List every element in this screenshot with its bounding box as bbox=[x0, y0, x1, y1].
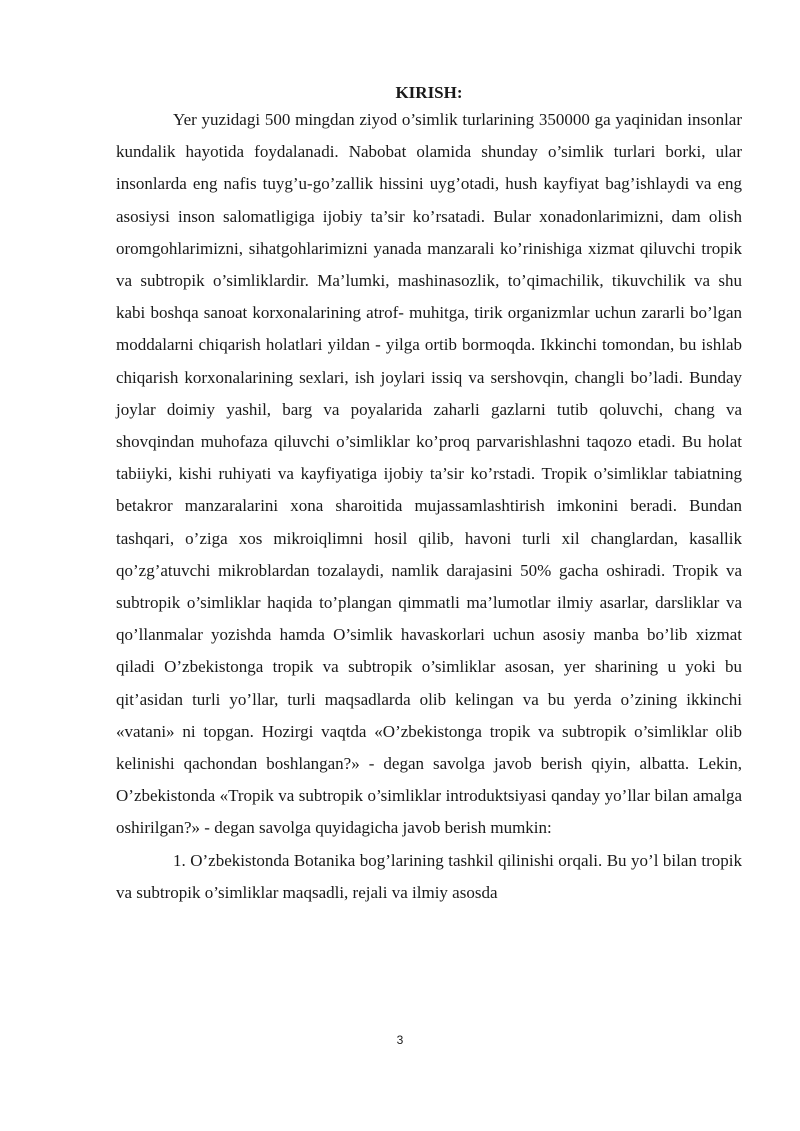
intro-paragraph: Yer yuzidagi 500 mingdan ziyod o’simlik turlarining 350000 ga yaqinidan insonlar kundalik hayotida foydalanadi. Nabobat olamida shunday o’simlik turlari borki, ular insonlarda eng nafis tuyg’u-go’zallik hissini uyg’otadi, hush kayfiyat bag’ishlaydi va eng asosiysi inson salomatligiga ijobiy ta’sir ko’rsatadi. Bular xonadonlarimizni, dam olish oromgohlarimizni, sihatgohlarimizni yanada manzarali ko’rinishiga xizmat qiluvchi tropik va subtropik o’simliklardir. Ma’lumki, mashinasozlik, to’qimachilik, tikuvchilik va shu kabi boshqa sanoat korxonalarining atrof- muhitga, tirik organizmlar uchun zararli bo’lgan moddalarni chiqarish holatlari yildan - yilga ortib bormoqda. Ikkinchi tomondan, bu ishlab chiqarish korxonalarining sexlari, ish joylari issiq va sershovqin, changli bo’ladi. Bunday joylar doimiy yashil, barg va poyalarida zaharli gazlarni tutib qoluvchi, chang va shovqindan muhofaza qiluvchi o’simliklar ko’proq parvarishlashni taqozo etadi. Bu holat tabiiyki, kishi ruhiyati va kayfiyatiga ijobiy ta’sir ko’rstadi. Tropik o’simliklar tabiatning betakror manzaralarini xona sharoitida mujassamlashtirish imkonini beradi. Bundan tashqari, o’ziga xos mikroiqlimni hosil qilib, havoni turli xil changlardan, kasallik qo’zg’atuvchi mikroblardan tozalaydi, namlik darajasini 50% gacha oshiradi. Tropik va subtropik o’simliklar haqida to’plangan qimmatli ma’lumotlar ilmiy asarlar, darsliklar va qo’llanmalar yozishda hamda O’simlik havaskorlari uchun asosiy manba bo’lib xizmat qiladi O’zbekistonga tropik va subtropik o’simliklar asosan, yer sharining u yoki bu qit’asidan turli yo’llar, turli maqsadlarda olib kelingan va bu yerda o’zining ikkinchi «vatani» ni topgan. Hozirgi vaqtda «O’zbekistonga tropik va subtropik o’simliklar olib kelinishi qachondan boshlangan?» - degan savolga javob berish qiyin, albatta. Lekin, O’zbekistonda «Tropik va subtropik o’simliklar introduktsiyasi qanday yo’llar bilan amalga oshirilgan?» - degan savolga quyidagicha javob berish mumkin: bbox=[116, 110, 742, 838]
document-page bbox=[116, 82, 742, 909]
section-heading: KIRISH: bbox=[395, 83, 463, 102]
list-item-paragraph: 1. O’zbekistonda Botanika bog’larining tashkil qilinishi orqali. Bu yo’l bilan tropik va subtropik o’simliklar maqsadli, rejali va ilmiy asosda bbox=[116, 850, 742, 902]
page-number: 3 bbox=[396, 1033, 404, 1047]
